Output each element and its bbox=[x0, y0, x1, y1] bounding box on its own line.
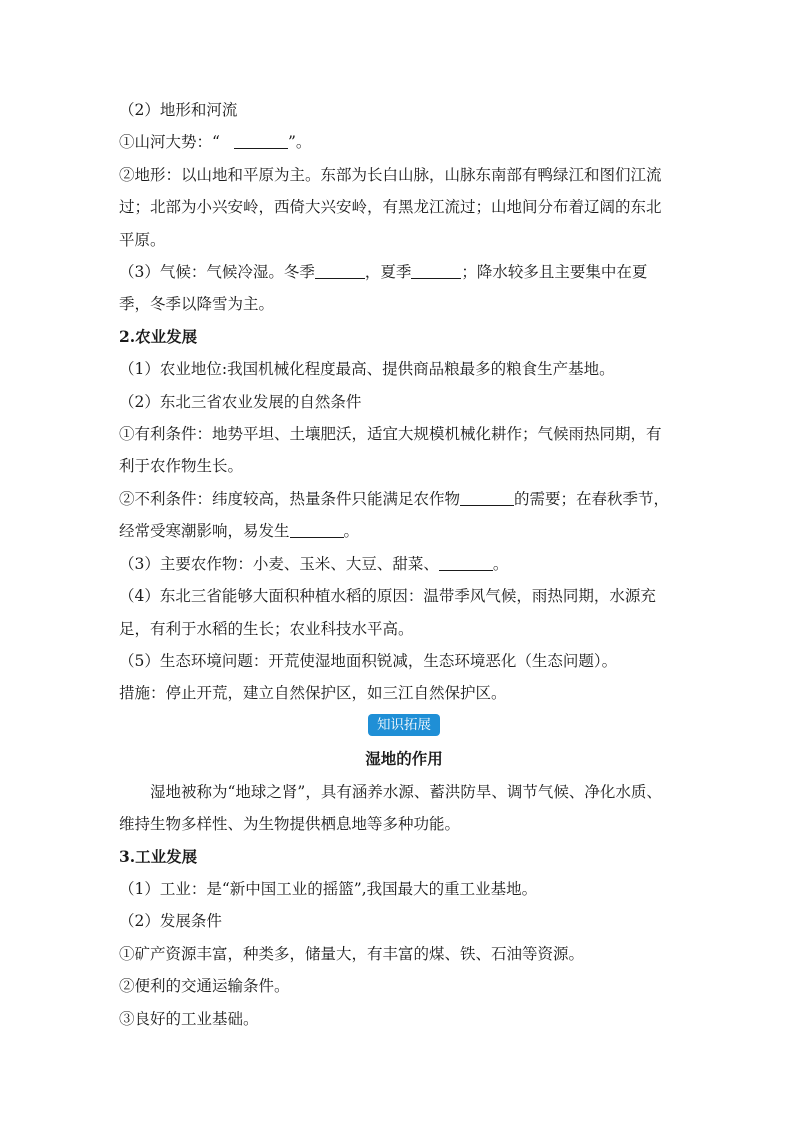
agri-conditions-heading: （2）东北三省农业发展的自然条件 bbox=[119, 392, 362, 411]
wetland-paragraph-line-1: 湿地被称为“地球之肾”，具有涵养水源、蓄洪防旱、调节气候、净化水质、 bbox=[150, 782, 662, 801]
eco-problem-line: （5）生态环境问题：开荒使湿地面积锐减，生态环境恶化（生态问题）。 bbox=[119, 651, 618, 670]
fill-blank-disaster[interactable] bbox=[290, 521, 344, 538]
industry-condition-2: ②便利的交通运输条件。 bbox=[119, 977, 290, 996]
section-heading-terrain-rivers: （2）地形和河流 bbox=[119, 101, 238, 119]
climate-line: （3）气候：气候冷湿。冬季 ，夏季 ；降水较多且主要集中在夏 bbox=[119, 263, 648, 282]
fill-blank-summer[interactable] bbox=[411, 262, 461, 279]
section-heading-agriculture: 2.农业发展 bbox=[119, 326, 198, 346]
fill-blank-winter[interactable] bbox=[315, 262, 365, 279]
agri-status-line: （1）农业地位:我国机械化程度最高、提供商品粮最多的粮食生产基地。 bbox=[119, 360, 615, 379]
industry-status-line: （1）工业：是“新中国工业的摇篮”,我国最大的重工业基地。 bbox=[119, 879, 538, 898]
agri-favorable-line-2: 利于农作物生长。 bbox=[119, 457, 244, 476]
industry-condition-1: ①矿产资源丰富，种类多，储量大，有丰富的煤、铁、石油等资源。 bbox=[119, 944, 585, 963]
rice-reason-line-1: （4）东北三省能够大面积种植水稻的原因：温带季风气候，雨热同期，水源充 bbox=[119, 587, 656, 606]
terrain-text-line-1: ②地形：以山地和平原为主。东部为长白山脉，山脉东南部有鸭绿江和图们江流 bbox=[119, 165, 662, 184]
fill-blank-crop[interactable] bbox=[439, 554, 493, 571]
agri-unfavorable-line-1: ②不利条件：纬度较高，热量条件只能满足农作物 的需要；在春秋季节， bbox=[119, 489, 670, 508]
rice-reason-line-2: 足，有利于水稻的生长；农业科技水平高。 bbox=[119, 619, 414, 638]
terrain-text-line-3: 平原。 bbox=[119, 230, 166, 249]
knowledge-extension-badge: 知识拓展 bbox=[368, 714, 440, 736]
terrain-text-line-2: 过；北部为小兴安岭，西倚大兴安岭，有黑龙江流过；山地间分布着辽阔的东北 bbox=[119, 198, 662, 217]
document-page bbox=[119, 94, 689, 1035]
fill-blank-mountain-river[interactable] bbox=[234, 132, 288, 149]
terrain-overall-line: ①山河大势：“ ”。 bbox=[119, 133, 312, 152]
industry-conditions-heading: （2）发展条件 bbox=[119, 912, 222, 931]
wetland-title: 湿地的作用 bbox=[365, 748, 443, 768]
eco-measures-line: 措施：停止开荒，建立自然保护区，如三江自然保护区。 bbox=[119, 684, 507, 703]
main-crops-line: （3）主要农作物：小麦、玉米、大豆、甜菜、 。 bbox=[119, 554, 509, 573]
fill-blank-crop-maturity[interactable] bbox=[460, 489, 514, 506]
knowledge-extension-badge-row bbox=[119, 712, 689, 742]
agri-favorable-line-1: ①有利条件：地势平坦、土壤肥沃，适宜大规模机械化耕作；气候雨热同期，有 bbox=[119, 425, 662, 444]
climate-line-2: 季，冬季以降雪为主。 bbox=[119, 295, 275, 314]
wetland-paragraph-line-2: 维持生物多样性、为生物提供栖息地等多种功能。 bbox=[119, 815, 461, 834]
industry-condition-3: ③良好的工业基础。 bbox=[119, 1009, 259, 1028]
section-heading-industry: 3.工业发展 bbox=[119, 846, 198, 866]
agri-unfavorable-line-2: 经常受寒潮影响，易发生 。 bbox=[119, 522, 360, 541]
